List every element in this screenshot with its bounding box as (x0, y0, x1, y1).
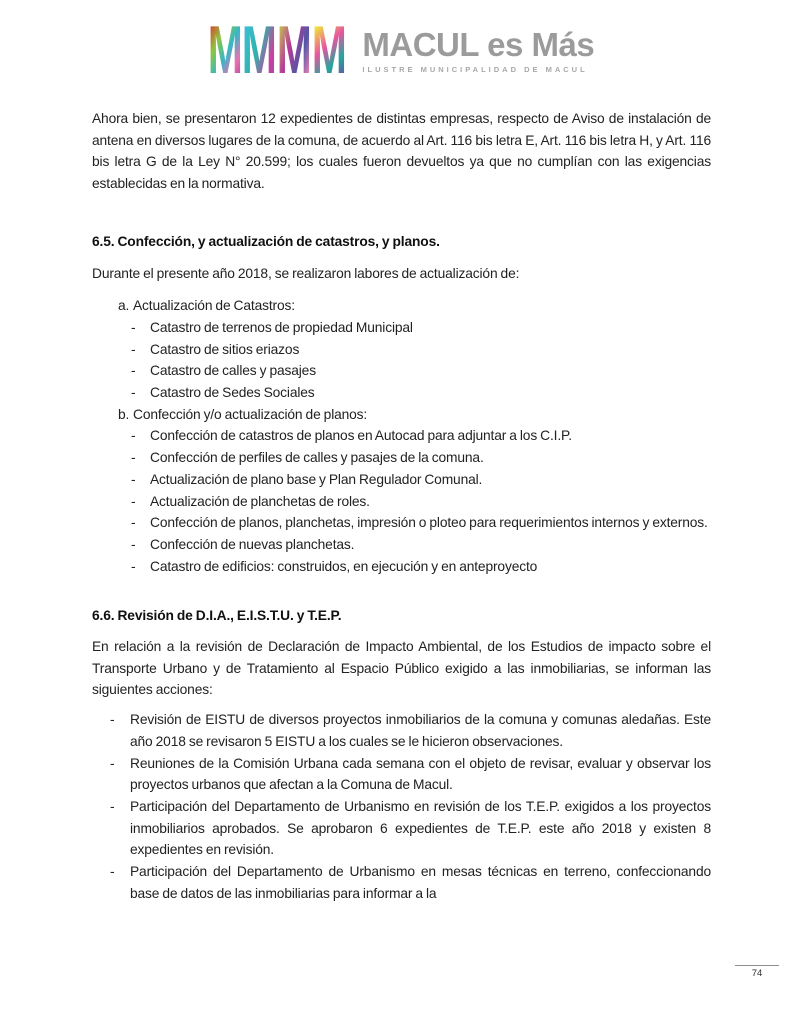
logo-m-icon: M (276, 12, 312, 88)
bullet-text: Revisión de EISTU de diversos proyectos inmobiliarios de la comuna y comunas aledañas. Este año 2018 se revisaron 5 EISTU a los cuales se le hicieron observaciones. (130, 712, 711, 749)
dash-marker: - (131, 471, 136, 487)
list-subitem-text: Confección de nuevas planchetas. (150, 536, 355, 552)
list-marker: a. (118, 298, 130, 314)
bullet-item (92, 753, 711, 796)
bullet-text: Reuniones de la Comisión Urbana cada semana con el objeto de revisar, evaluar y observar los proyectos urbanos que afectan a la Comuna de Macul. (130, 755, 711, 793)
dash-marker: - (131, 385, 136, 401)
footer-rule (735, 965, 779, 966)
bullet-item (92, 709, 711, 752)
dash-marker: - (110, 798, 115, 814)
dash-marker: - (131, 493, 136, 509)
paragraph-6-6-intro: En relación a la revisión de Declaración de Impacto Ambiental, de los Estudios de impacto sobre el Transporte Urbano y de Tratamiento al Espacio Público exigido a las inmobiliarias, se informan las siguientes acciones: (92, 639, 711, 698)
list-item-a (92, 295, 711, 317)
dash-marker: - (110, 864, 115, 880)
document-content (0, 108, 802, 905)
list-subitem-text: Catastro de calles y pasajes (150, 363, 316, 379)
list-6-5 (92, 295, 711, 577)
macul-logo (0, 0, 802, 88)
list-6-6 (92, 709, 711, 904)
logo-subtitle: ILUSTRE MUNICIPALIDAD DE MACUL (362, 65, 588, 74)
list-subitem (92, 360, 711, 382)
paragraph-6-5-intro: Durante el presente año 2018, se realizaron labores de actualización de: (92, 265, 520, 281)
dash-marker: - (110, 755, 115, 771)
list-subitem (92, 447, 711, 469)
logo-m-icon: M (207, 12, 243, 88)
logo-mmmm-icon (207, 12, 347, 88)
list-subitem-text: Confección de perfiles de calles y pasajes de la comuna. (150, 450, 484, 466)
list-item-label: Confección y/o actualización de planos: (133, 406, 368, 422)
list-subitem-text: Catastro de terrenos de propiedad Municipal (150, 319, 413, 335)
list-subitem-text: Actualización de planchetas de roles. (150, 493, 370, 509)
list-subitem-text: Catastro de sitios eriazos (150, 341, 300, 357)
logo-title: MACUL es Más (362, 26, 595, 63)
list-subitem (92, 512, 711, 534)
bullet-item (92, 861, 711, 904)
dash-marker: - (131, 515, 136, 531)
dash-marker: - (131, 363, 136, 379)
list-subitem-text: Actualización de plano base y Plan Regulador Comunal. (150, 471, 483, 487)
bullet-text: Participación del Departamento de Urbanismo en mesas técnicas en terreno, confeccionando base de datos de las inmobiliarias para informar a la (130, 864, 711, 901)
logo-m-icon: M (242, 12, 278, 88)
bullet-item (92, 796, 711, 861)
list-subitem (92, 491, 711, 513)
dash-marker: - (131, 341, 136, 357)
list-subitem (92, 534, 711, 556)
dash-marker: - (131, 428, 136, 444)
list-subitem-text: Confección de catastros de planos en Autocad para adjuntar a los C.I.P. (150, 428, 572, 444)
list-subitem (92, 382, 711, 404)
list-subitem (92, 317, 711, 339)
list-item-label: Actualización de Catastros: (133, 298, 295, 314)
logo-m-icon: M (311, 12, 347, 88)
list-item-b (92, 404, 711, 426)
bullet-text: Participación del Departamento de Urbanismo en revisión de los T.E.P. exigidos a los proyectos inmobiliarios aprobados. Se aprobaron 6 expedientes de T.E.P. este año 2018 y existen 8 expedientes en revisión. (130, 798, 711, 858)
list-subitem-text: Confección de planos, planchetas, impresión o ploteo para requerimientos internos y externos. (150, 515, 708, 531)
dash-marker: - (131, 536, 136, 552)
list-subitem (92, 469, 711, 491)
list-marker: b. (118, 406, 130, 422)
dash-marker: - (131, 319, 136, 335)
list-subitem (92, 425, 711, 447)
list-subitem (92, 556, 711, 578)
dash-marker: - (131, 450, 136, 466)
list-subitem-text: Catastro de Sedes Sociales (150, 385, 315, 401)
logo-text (362, 28, 594, 75)
list-subitem (92, 339, 711, 361)
dash-marker: - (131, 558, 136, 574)
page-number: 74 (751, 968, 763, 979)
heading-6-5: 6.5. Confección, y actualización de catastros, y planos. (92, 233, 440, 249)
list-subitem-text: Catastro de edificios: construidos, en ejecución y en anteproyecto (150, 558, 538, 574)
dash-marker: - (110, 712, 115, 728)
heading-6-6: 6.6. Revisión de D.I.A., E.I.S.T.U. y T.E.P. (92, 608, 342, 624)
paragraph-antennas: Ahora bien, se presentaron 12 expedientes de distintas empresas, respecto de Aviso de instalación de antena en diversos lugares de la comuna, de acuerdo al Art. 116 bis letra E, Art. 116 bis letra H, y Art. 116 bis letra G de la Ley N° 20.599; los cuales fueron devueltos ya que no cumplían con las exigencias establecidas en la normativa. (92, 111, 711, 192)
